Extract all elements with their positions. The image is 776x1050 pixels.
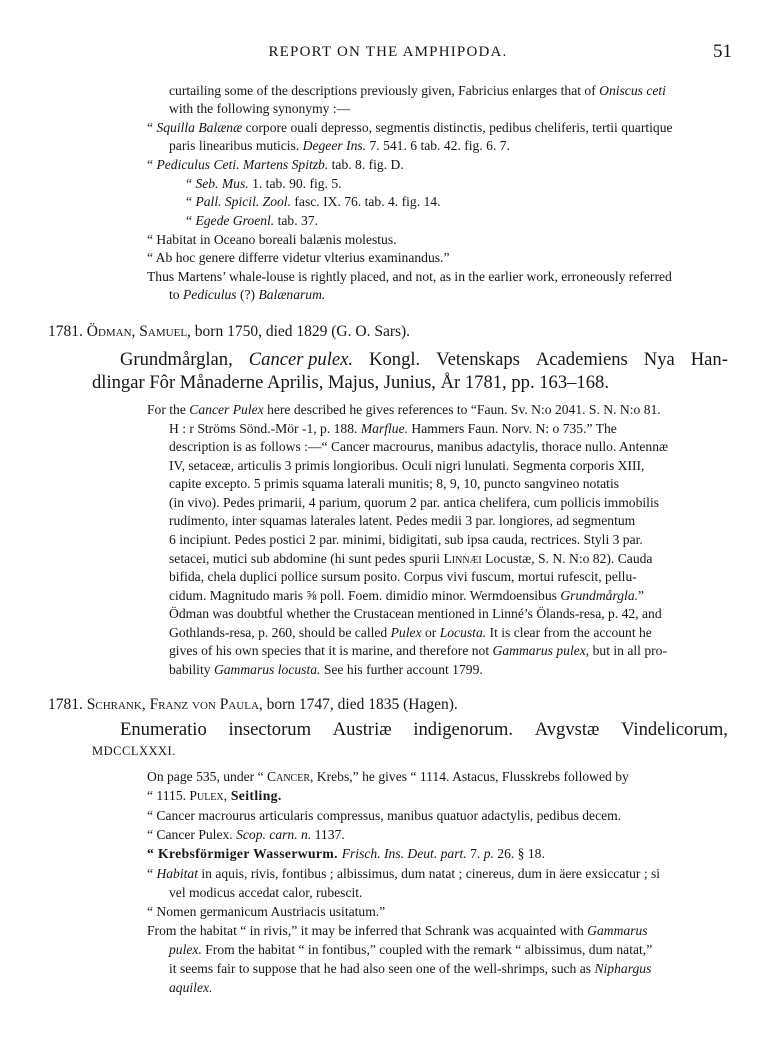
text: but in all pro- bbox=[589, 643, 667, 658]
author-name: Ödman, Samuel, bbox=[86, 323, 191, 340]
text-line bbox=[147, 808, 621, 824]
title-text: dlingar Fôr Månaderne Aprilis, Majus, Junius, År 1781, pp. 163–168. bbox=[92, 372, 609, 393]
text: fasc. IX. 76. tab. 4. fig. 14. bbox=[290, 194, 441, 209]
title-text: MDCCLXXXI. bbox=[92, 744, 176, 758]
author-dates: born 1750, died 1829 (G. O. Sars). bbox=[190, 323, 411, 340]
text: 1137. bbox=[311, 827, 345, 842]
text: “ Cancer Pulex. bbox=[147, 827, 237, 842]
text: tab. 37. bbox=[274, 213, 319, 228]
text-line bbox=[147, 866, 660, 882]
text: rudimento, inter squamas laterales latent. Pedes medii 3 par. longiores, ad segmentum bbox=[169, 513, 636, 528]
text-italic: Marflue. bbox=[360, 421, 409, 436]
work-title-line bbox=[92, 744, 176, 759]
text: 7. 541. 6 tab. 42. fig. 6. 7. bbox=[366, 138, 510, 153]
text: to bbox=[169, 287, 183, 302]
text: 7. bbox=[466, 846, 484, 861]
citation: p. bbox=[483, 846, 494, 861]
species-name: Pulex bbox=[390, 625, 422, 640]
text: (in vivo). Pedes primarii, 4 parium, quorum 2 par. antica chelifera, cum pollicis immobilis bbox=[169, 495, 660, 510]
text: vel modicus accedat calor, rubescit. bbox=[169, 885, 363, 900]
entry-year: 1781. bbox=[48, 323, 83, 340]
text-line bbox=[147, 120, 673, 136]
text-italic: Habitat bbox=[156, 866, 198, 881]
text-line bbox=[169, 961, 651, 977]
text: It is clear from the account he bbox=[486, 625, 652, 640]
author-dates: born 1747, died 1835 (Hagen). bbox=[262, 696, 458, 713]
species-name: Gammarus bbox=[587, 923, 648, 938]
text: (?) bbox=[236, 287, 259, 302]
text-line bbox=[186, 194, 440, 210]
text-smallcaps: Pulex, bbox=[189, 788, 228, 803]
text: “ bbox=[186, 176, 196, 191]
citation: Pediculus Ceti. Martens Spitzb. bbox=[156, 157, 329, 172]
text: “ Ab hoc genere differre videtur vlterius examinandus.” bbox=[147, 250, 450, 265]
text-line bbox=[147, 923, 648, 939]
entry-heading bbox=[48, 696, 458, 714]
species-name: Balænarum. bbox=[258, 287, 326, 302]
text: bability bbox=[169, 662, 214, 677]
author-name: Schrank, Franz von Paula, bbox=[86, 696, 263, 713]
title-word: insectorum bbox=[228, 719, 312, 740]
work-title-line bbox=[120, 719, 728, 741]
citation: Pall. Spicil. Zool. bbox=[195, 194, 291, 209]
text-line bbox=[169, 532, 643, 548]
text-line bbox=[147, 827, 345, 843]
text: here described he gives references to “Faun. Sv. N:o 2041. S. N. N:o 81. bbox=[263, 402, 661, 417]
text: bifida, chela duplici pollice sursum posito. Corpus vivi fuscum, mortui rufescit, pellu- bbox=[169, 569, 637, 584]
text-line bbox=[169, 458, 644, 474]
text: “ bbox=[147, 157, 157, 172]
species-name: Squilla Balænæ bbox=[156, 120, 243, 135]
text-line bbox=[147, 157, 404, 173]
text-line bbox=[169, 101, 350, 117]
text-smallcaps: Cancer, bbox=[267, 769, 314, 784]
citation: Frisch. Ins. Deut. part. bbox=[341, 846, 467, 861]
text: tab. 8. fig. D. bbox=[328, 157, 404, 172]
text-line bbox=[147, 788, 282, 804]
text: For the bbox=[147, 402, 190, 417]
title-word: Austriæ bbox=[332, 719, 392, 740]
species-name: Locusta. bbox=[439, 625, 487, 640]
species-name: Oniscus ceti bbox=[599, 83, 666, 98]
text: Thus Martens’ whale-louse is rightly placed, and not, as in the earlier work, erroneously referred bbox=[147, 269, 672, 284]
text: it seems fair to suppose that he had also seen one of the well-shrimps, such as bbox=[169, 961, 595, 976]
text: with the following synonymy :— bbox=[169, 101, 351, 116]
text-line bbox=[169, 495, 659, 511]
text-line bbox=[147, 232, 397, 248]
text-line bbox=[169, 513, 635, 529]
species-name: aquilex. bbox=[169, 980, 213, 995]
text: cidum. Magnitudo maris ⅝ poll. Foem. dimidio minor. Wermdoensibus bbox=[169, 588, 561, 603]
text: Ödman was doubtful whether the Crustacean mentioned in Linné’s Ölands-resa, p. 42, and bbox=[169, 606, 662, 621]
text-line bbox=[169, 287, 325, 303]
text: From the habitat “ in fontibus,” coupled with the remark “ albissimus, dum natat,” bbox=[201, 942, 653, 957]
work-title-line bbox=[120, 349, 728, 371]
text: “ Nomen germanicum Austriacis usitatum.” bbox=[147, 904, 386, 919]
page-number: 51 bbox=[713, 41, 732, 62]
text: IV, setaceæ, articulis 3 primis longioribus. Oculi nigri lunulati. Segmenta corporis XIII, bbox=[169, 458, 645, 473]
text: setacei, mutici sub abdomine (hi sunt pedes spurii bbox=[169, 551, 444, 566]
text-line bbox=[186, 213, 318, 229]
text-line bbox=[169, 138, 510, 154]
text: H : r Ströms Sönd.-Mör -1, p. 188. bbox=[169, 421, 361, 436]
text-line bbox=[147, 269, 672, 285]
text-line bbox=[169, 942, 652, 958]
text: corpore ouali depresso, segmentis distinctis, pedibus cheliferis, tertii quartique bbox=[242, 120, 673, 135]
text-line bbox=[169, 643, 667, 659]
text: capite excepto. 5 primis squama laterali munitis; 8, 9, 10, puncto sangvineo notatis bbox=[169, 476, 620, 491]
text: “ 1115. bbox=[147, 788, 190, 803]
text-line bbox=[147, 769, 629, 785]
text: gives of his own species that it is marine, and therefore not bbox=[169, 643, 493, 658]
text-line bbox=[169, 885, 362, 901]
species-name: pulex. bbox=[169, 942, 202, 957]
title-word: Han- bbox=[690, 349, 728, 370]
header-title: REPORT ON THE AMPHIPODA. bbox=[268, 44, 508, 60]
species-name: Gammarus pulex, bbox=[492, 643, 590, 658]
citation: Scop. carn. n. bbox=[236, 827, 312, 842]
text-line bbox=[169, 625, 652, 641]
title-word: Avgvstæ bbox=[534, 719, 600, 740]
text: “ bbox=[147, 120, 157, 135]
citation: Seb. Mus. bbox=[195, 176, 249, 191]
text-line bbox=[169, 569, 637, 585]
text-line bbox=[169, 551, 652, 567]
text-line bbox=[147, 846, 545, 862]
text: “ bbox=[186, 194, 196, 209]
species-name: Pediculus bbox=[182, 287, 237, 302]
author-ref: Linnæi bbox=[443, 551, 482, 566]
title-word: indigenorum. bbox=[413, 719, 513, 740]
text: ” bbox=[638, 588, 645, 603]
citation: Degeer Ins. bbox=[302, 138, 367, 153]
text: Gothlands-resa, p. 260, should be called bbox=[169, 625, 391, 640]
entry-heading bbox=[48, 323, 410, 341]
text-italic: Grundmårgla. bbox=[560, 588, 639, 603]
text-line bbox=[169, 662, 483, 678]
text: description is as follows :—“ Cancer macrourus, manibus adactylis, thorace nullo. Antennæ bbox=[169, 439, 669, 454]
species-name: Cancer Pulex bbox=[189, 402, 264, 417]
text: curtailing some of the descriptions previously given, Fabricius enlarges that of bbox=[169, 83, 600, 98]
text: “ Habitat in Oceano boreali balænis molestus. bbox=[147, 232, 397, 247]
text: or bbox=[421, 625, 440, 640]
text: 1. tab. 90. fig. 5. bbox=[248, 176, 342, 191]
text: “ bbox=[186, 213, 196, 228]
text-line bbox=[169, 439, 668, 455]
species-name: Niphargus bbox=[594, 961, 652, 976]
title-word: Vindelicorum, bbox=[621, 719, 728, 740]
text: Krebs,” he gives “ 1114. Astacus, Flusskrebs followed by bbox=[313, 769, 629, 784]
text: 6 incipiunt. Pedes postici 2 par. minimi, bidigitati, sub ipsa cauda, rectrices. Styli 3 par. bbox=[169, 532, 643, 547]
title-word: Nya bbox=[643, 349, 675, 370]
text-line bbox=[169, 606, 662, 622]
text-line bbox=[169, 588, 644, 604]
title-word: Academiens bbox=[535, 349, 628, 370]
work-title-line bbox=[92, 372, 609, 394]
species-name: Gammarus locusta. bbox=[213, 662, 321, 677]
text-blackletter: Seitling. bbox=[227, 788, 282, 803]
running-header bbox=[0, 41, 776, 68]
text-line bbox=[169, 980, 212, 996]
title-word: Enumeratio bbox=[120, 719, 207, 740]
text: “ bbox=[147, 866, 157, 881]
text: “ Cancer macrourus articularis compressus, manibus quatuor adactylis, pedibus decem. bbox=[147, 808, 622, 823]
title-species: Cancer pulex. bbox=[248, 349, 354, 370]
entry-year: 1781. bbox=[48, 696, 83, 713]
text: From the habitat “ in rivis,” it may be inferred that Schrank was acquainted with bbox=[147, 923, 588, 938]
text-line bbox=[186, 176, 342, 192]
text-line bbox=[169, 476, 619, 492]
text-blackletter: “ Krebsförmiger Wasserwurm. bbox=[147, 846, 342, 861]
text-line bbox=[169, 83, 666, 99]
text: in aquis, rivis, fontibus ; albissimus, dum natat ; cinereus, dum in äere exsiccatur ; si bbox=[197, 866, 661, 881]
citation: Egede Groenl. bbox=[195, 213, 275, 228]
text: Locustæ, S. N. N:o 82). Cauda bbox=[481, 551, 653, 566]
text-line bbox=[147, 904, 385, 920]
title-word: Vetenskaps bbox=[436, 349, 520, 370]
title-word: Kongl. bbox=[369, 349, 421, 370]
text: On page 535, under “ bbox=[147, 769, 268, 784]
text-line bbox=[147, 402, 661, 418]
text: 26. § 18. bbox=[493, 846, 545, 861]
text: See his further account 1799. bbox=[320, 662, 483, 677]
title-word: Grundmårglan, bbox=[120, 349, 233, 370]
text-line bbox=[169, 421, 617, 437]
text-line bbox=[147, 250, 449, 266]
text: Hammers Faun. Norv. N: o 735.” The bbox=[408, 421, 617, 436]
text: paris linearibus muticis. bbox=[169, 138, 303, 153]
